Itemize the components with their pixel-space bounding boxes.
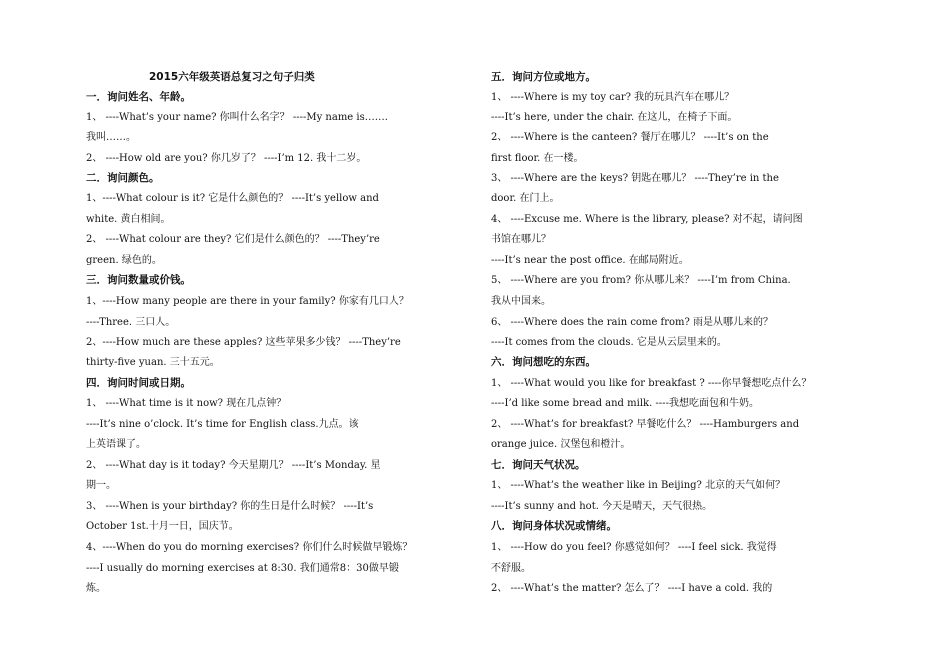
text-line: ----Three. 三口人。	[86, 317, 176, 328]
text-line: ----It comes from the clouds. 它是从云层里来的。	[491, 337, 727, 348]
section-heading: 七．询问天气状况。	[491, 459, 586, 471]
text-line: 上英语课了。	[86, 439, 146, 450]
text-line: door. 在门上。	[491, 193, 560, 204]
text-line: ----It’s nine o’clock. It’s time for English class.九点。该	[86, 419, 359, 430]
text-line: 6、 ----Where does the rain come from? 雨是从哪儿来的？	[491, 317, 774, 328]
section-heading: 六．询问想吃的东西。	[491, 356, 596, 368]
text-line: 3、 ----Where are the keys? 钥匙在哪儿？ ----They’re in the	[491, 173, 779, 184]
text-line: 2、----How much are these apples? 这些苹果多少钱？ ----They’re	[86, 337, 401, 348]
text-line: ----It’s sunny and hot. 今天是晴天，天气很热。	[491, 501, 713, 512]
text-line: 炼。	[86, 583, 106, 594]
text-line: 1、----How many people are there in your family? 你家有几口人？	[86, 296, 409, 307]
text-line: 1、 ----Where is my toy car? 我的玩具汽车在哪儿？	[491, 92, 735, 103]
text-line: 1、 ----What would you like for breakfast ? ----你早餐想吃点什么？	[491, 378, 812, 389]
section-heading: 五．询问方位或地方。	[491, 71, 596, 83]
text-line: 4、 ----Excuse me. Where is the library, please? 对不起，请问图	[491, 214, 803, 225]
text-line: white. 黄白相间。	[86, 214, 171, 225]
text-line: 1、 ----What’s the weather like in Beijing? 北京的天气如何？	[491, 480, 786, 491]
text-line: 1、----What colour is it? 它是什么颜色的？ ----It’s yellow and	[86, 193, 379, 204]
text-line: 5、 ----Where are you from? 你从哪儿来？ ----I’m from China.	[491, 275, 791, 286]
text-line: 2、 ----What’s for breakfast? 早餐吃什么？ ----Hamburgers and	[491, 419, 800, 430]
section-heading: 一．询问姓名、年龄。	[86, 91, 191, 103]
text-line: first floor. 在一楼。	[491, 153, 584, 164]
text-line: 2、 ----Where is the canteen? 餐厅在哪儿？ ----It’s on the	[491, 132, 769, 143]
text-line: 我叫……。	[86, 132, 136, 143]
text-line: 2、 ----What day is it today? 今天星期几？ ----It’s Monday. 星	[86, 460, 381, 471]
text-line: 书馆在哪儿？	[491, 234, 551, 245]
text-line: 2、 ----What colour are they? 它们是什么颜色的？ ----They’re	[86, 234, 380, 245]
document-title: 2015六年级英语总复习之句子归类	[149, 71, 315, 83]
text-line: ----I’d like some bread and milk. ----我想吃面包和牛奶。	[491, 398, 759, 409]
text-line: October 1st.十月一日，国庆节。	[86, 521, 239, 532]
text-line: ----I usually do morning exercises at 8:30. 我们通常8：30做早锻	[86, 563, 399, 574]
text-line: 2、 ----What’s the matter? 怎么了？ ----I have a cold. 我的	[491, 583, 773, 594]
text-line: 4、----When do you do morning exercises? 你们什么时候做早锻炼？	[86, 542, 413, 553]
text-line: 1、 ----How do you feel? 你感觉如何？ ----I feel sick. 我觉得	[491, 542, 777, 553]
text-line: 不舒服。	[491, 563, 531, 574]
text-line: 1、 ----What’s your name? 你叫什么名字？ ----My name is…….	[86, 112, 388, 123]
section-heading: 二．询问颜色。	[86, 172, 160, 184]
text-line: 期一。	[86, 480, 116, 491]
text-line: green. 绿色的。	[86, 255, 162, 266]
text-line: thirty-five yuan. 三十五元。	[86, 357, 220, 368]
text-line: ----It’s near the post office. 在邮局附近。	[491, 255, 689, 266]
text-line: 2、 ----How old are you? 你几岁了？ ----I’m 12. 我十二岁。	[86, 153, 367, 164]
text-line: 我从中国来。	[491, 296, 551, 307]
section-heading: 八．询问身体状况或情绪。	[491, 520, 617, 532]
section-heading: 四．询问时间或日期。	[86, 377, 191, 389]
text-line: orange juice. 汉堡包和橙汁。	[491, 439, 631, 450]
text-line: 1、 ----What time is it now? 现在几点钟？	[86, 398, 287, 409]
text-line: 3、 ----When is your birthday? 你的生日是什么时候？ ----It’s	[86, 501, 374, 512]
text-line: ----It’s here, under the chair. 在这儿，在椅子下面。	[491, 112, 738, 123]
section-heading: 三．询问数量或价钱。	[86, 274, 191, 286]
